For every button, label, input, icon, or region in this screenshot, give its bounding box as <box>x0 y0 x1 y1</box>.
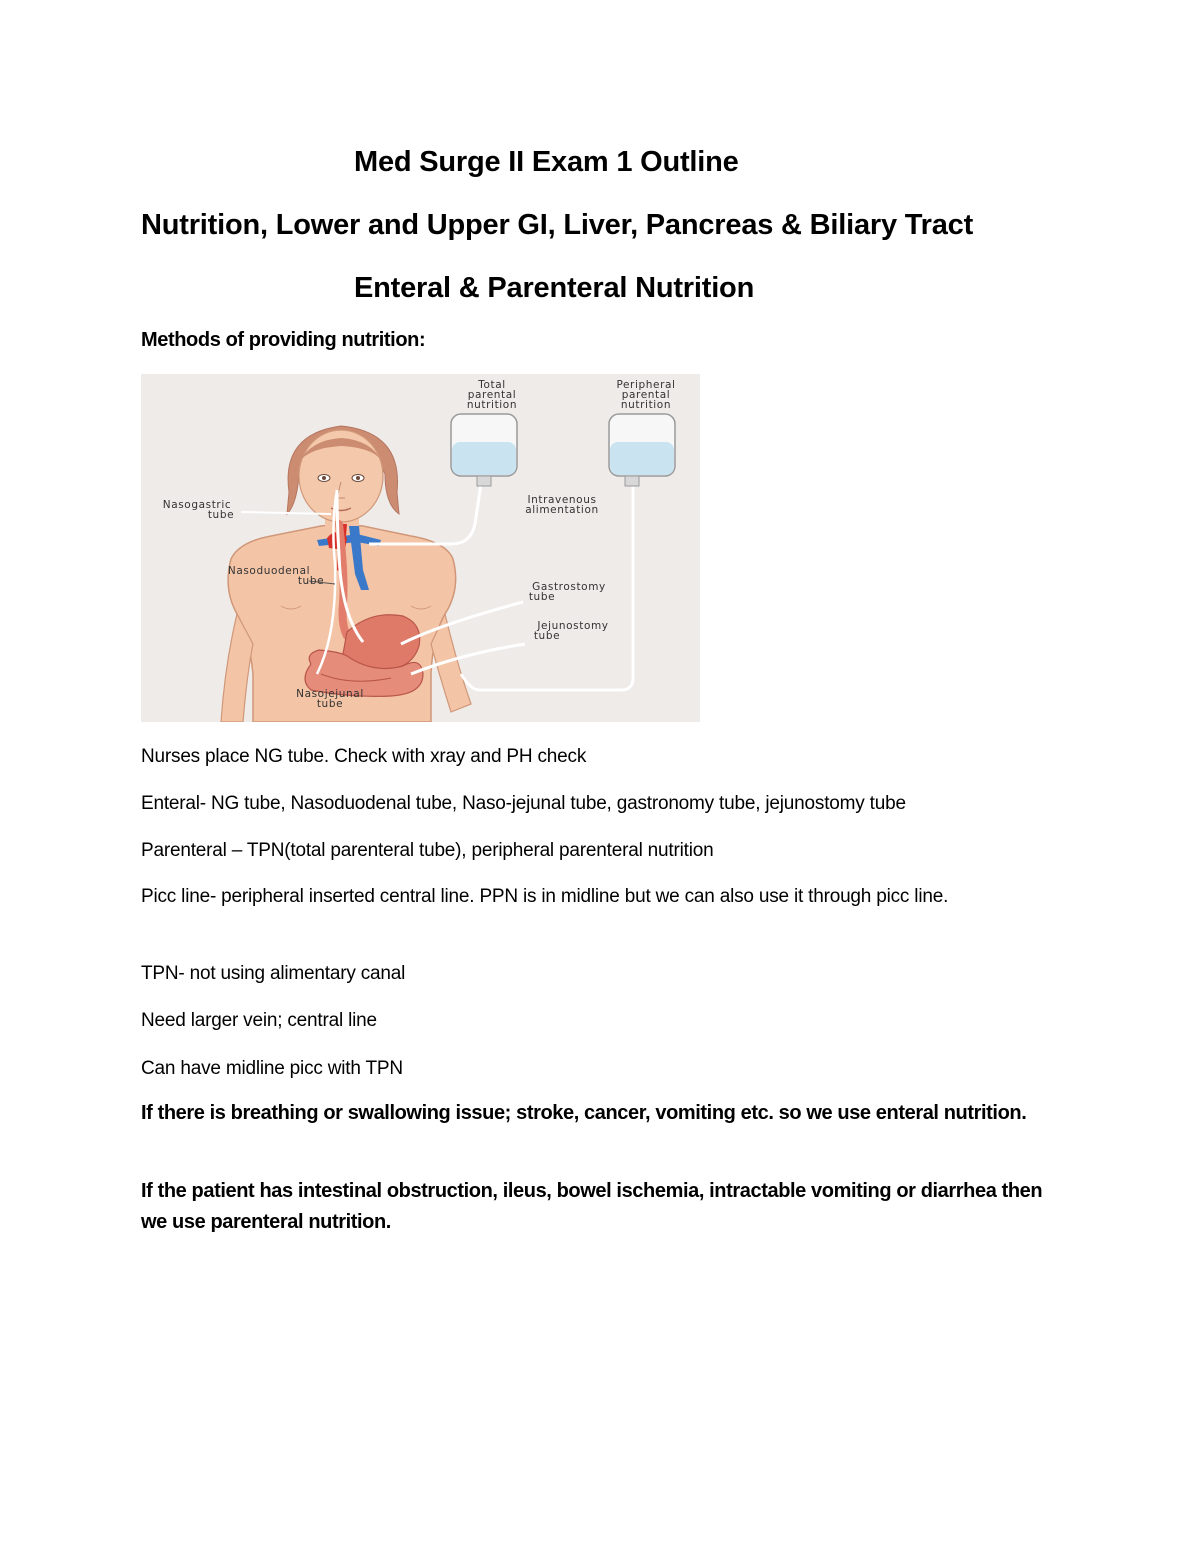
nj-label-2: tube <box>316 698 344 710</box>
paragraph-enteral: Enteral- NG tube, Nasoduodenal tube, Naso-jejunal tube, gastronomy tube, jejunostomy tube <box>141 793 906 814</box>
tpn-label-1: Total <box>478 379 506 391</box>
iv-label-1: Intravenous <box>527 494 597 506</box>
iv-label-2: alimentation <box>525 504 599 516</box>
tpn-label-2: parental <box>467 389 517 401</box>
ng-label-1: Nasogastric <box>162 499 232 511</box>
paragraph-parenteral: Parenteral – TPN(total parenteral tube), peripheral parenteral nutrition <box>141 840 714 861</box>
gt-label-2: tube <box>528 591 556 603</box>
jt-label-2: tube <box>533 630 561 642</box>
nd-label-2: tube <box>297 575 325 587</box>
paragraph-tpn: TPN- not using alimentary canal <box>141 963 406 984</box>
nj-label-1: Nasojejunal <box>296 688 364 700</box>
ppn-label-2: parental <box>621 389 671 401</box>
pupil-right <box>322 476 326 480</box>
paragraph-picc-line: Picc line- peripheral inserted central line. PPN is in midline but we can also use it through picc line. <box>141 886 949 907</box>
paragraph-parenteral-indication: If the patient has intestinal obstruction, ileus, bowel ischemia, intractable vomiting or diarrhea then we use parenteral nutrition. <box>141 1180 1043 1233</box>
nutrition-methods-figure <box>141 374 700 722</box>
tpn-bag-port <box>477 476 491 486</box>
paragraph-midline-picc: Can have midline picc with TPN <box>141 1058 403 1079</box>
paragraph-enteral-indication: If there is breathing or swallowing issue; stroke, cancer, vomiting etc. so we use enteral nutrition. <box>141 1102 1027 1124</box>
gt-label-1: Gastrostomy <box>532 581 606 593</box>
document-title: Med Surge II Exam 1 Outline <box>354 146 739 178</box>
methods-heading: Methods of providing nutrition: <box>141 329 426 351</box>
section-title: Enteral & Parenteral Nutrition <box>354 272 755 304</box>
ppn-bag-port <box>625 476 639 486</box>
ng-label-2: tube <box>207 509 235 521</box>
tpn-fluid <box>452 442 516 475</box>
nutrition-diagram <box>141 374 700 722</box>
paragraph-ng-tube: Nurses place NG tube. Check with xray and PH check <box>141 746 587 767</box>
jt-label-1: Jejunostomy <box>537 620 609 632</box>
pupil-left <box>356 476 360 480</box>
nd-label-1: Nasoduodenal <box>227 565 311 577</box>
document-subtitle: Nutrition, Lower and Upper GI, Liver, Pancreas & Biliary Tract <box>141 209 974 241</box>
tpn-label-3: nutrition <box>466 399 518 411</box>
paragraph-larger-vein: Need larger vein; central line <box>141 1010 377 1031</box>
ppn-label-3: nutrition <box>620 399 672 411</box>
ppn-label-1: Peripheral <box>616 379 676 391</box>
ppn-fluid <box>610 442 674 475</box>
